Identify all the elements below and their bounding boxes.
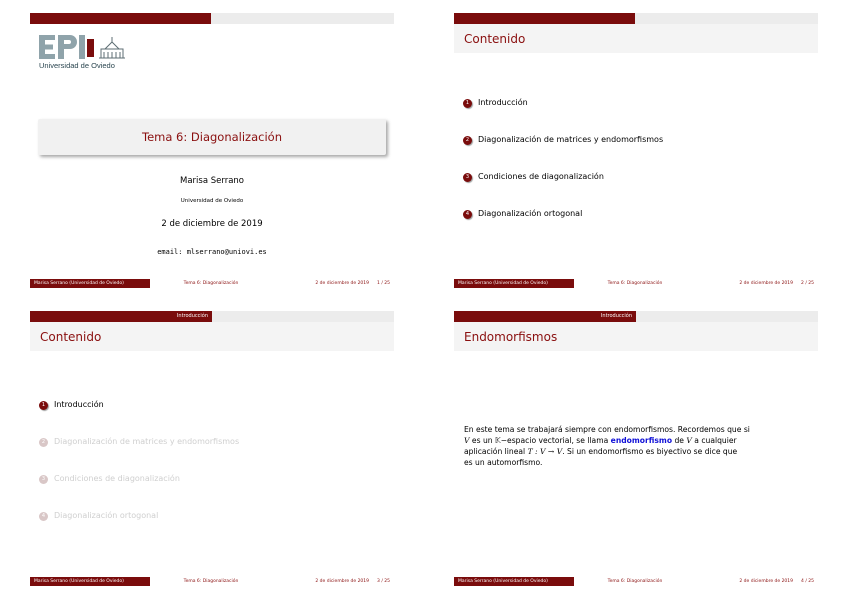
slide-contents: Contenido 1 Introducción 2 Diagonalización de matrices y endomorfismos 3 Condiciones de diagonalización 4 Diagonalización ortogonal Marisa Serrano (Universidad de Oviedo) Tema 6: Diagonalización 2 de diciembre de 2019 2 / 25 [454, 13, 818, 288]
footer-author: Marisa Serrano (Universidad de Oviedo) [30, 279, 150, 288]
epi-logo [39, 33, 149, 73]
number-bullet-icon: 3 [463, 173, 472, 182]
endomorfismo-term: endomorfismo [610, 436, 673, 445]
slide-endomorfismos [454, 311, 818, 586]
slide-title [30, 13, 394, 288]
frame-title-bar [454, 24, 818, 53]
slide-footer [30, 577, 394, 586]
footer-date-page: 2 de diciembre de 2019 2 / 25 [696, 279, 818, 288]
author-name: Marisa Serrano [180, 176, 244, 186]
svg-text:Universidad de Oviedo: Universidad de Oviedo [39, 61, 115, 70]
frame-title-bar [454, 322, 818, 351]
author-email: email: mlserrano@uniovi.es [157, 248, 267, 256]
section-label: Introducción [600, 313, 632, 319]
number-bullet-icon: 2 [39, 438, 48, 447]
footer-date-page: 2 de diciembre de 2019 4 / 25 [696, 577, 818, 586]
footer-author: Marisa Serrano (Universidad de Oviedo) [454, 279, 574, 288]
slide-footer [454, 279, 818, 288]
footer-date-page: 2 de diciembre de 2019 3 / 25 [272, 577, 394, 586]
page-number: 1 / 25 [377, 281, 390, 286]
number-bullet-icon: 1 [39, 401, 48, 410]
footer-author: Marisa Serrano (Universidad de Oviedo) [454, 577, 574, 586]
footer-title: Tema 6: Diagonalización [150, 577, 272, 586]
slide-contents-highlight: Introducción Contenido 1 Introducción 2 Diagonalización de matrices y endomorfismos 3 Condiciones de diagonalización 4 Diagonalización ortogonal Marisa Serrano (Universidad de Oviedo) Tema 6: Diagonalización 2 de diciembre de 2019 3 / 25 [30, 311, 394, 586]
slide-footer [30, 279, 394, 288]
number-bullet-icon: 1 [463, 99, 472, 108]
frame-title: Contenido [464, 32, 526, 46]
frame-title: Contenido [40, 330, 102, 344]
footer-date-page: 2 de diciembre de 2019 1 / 25 [272, 279, 394, 288]
presentation-date: 2 de diciembre de 2019 [161, 219, 263, 229]
number-bullet-icon: 4 [39, 512, 48, 521]
footer-title: Tema 6: Diagonalización [574, 279, 696, 288]
title-box [38, 119, 386, 155]
page-number: 4 / 25 [801, 579, 814, 584]
frame-title: Endomorfismos [464, 330, 558, 344]
number-bullet-icon: 3 [39, 475, 48, 484]
top-progress-bar [454, 13, 818, 24]
institution: Universidad de Oviedo [180, 198, 244, 204]
number-bullet-icon: 2 [463, 136, 472, 145]
number-bullet-icon: 4 [463, 210, 472, 219]
footer-title: Tema 6: Diagonalización [574, 577, 696, 586]
definition-paragraph: En este tema se trabajará siempre con endomorfismos. Recordemos que si V es un 𝕂−espacio vectorial, se llama endomorfismo de V a cualquier aplicación lineal T : V → V. Si un endomorfismo es biyectivo se dice que es un automorfismo. [464, 425, 750, 467]
slide-footer [454, 577, 818, 586]
page-number: 3 / 25 [377, 579, 390, 584]
top-progress-bar [454, 311, 818, 322]
footer-author: Marisa Serrano (Universidad de Oviedo) [30, 577, 150, 586]
top-progress-bar [30, 311, 394, 322]
footer-title: Tema 6: Diagonalización [150, 279, 272, 288]
top-progress-bar [30, 13, 394, 24]
frame-title-bar [30, 322, 394, 351]
page-number: 2 / 25 [801, 281, 814, 286]
section-label: Introducción [176, 313, 208, 319]
presentation-title: Tema 6: Diagonalización [142, 130, 282, 144]
